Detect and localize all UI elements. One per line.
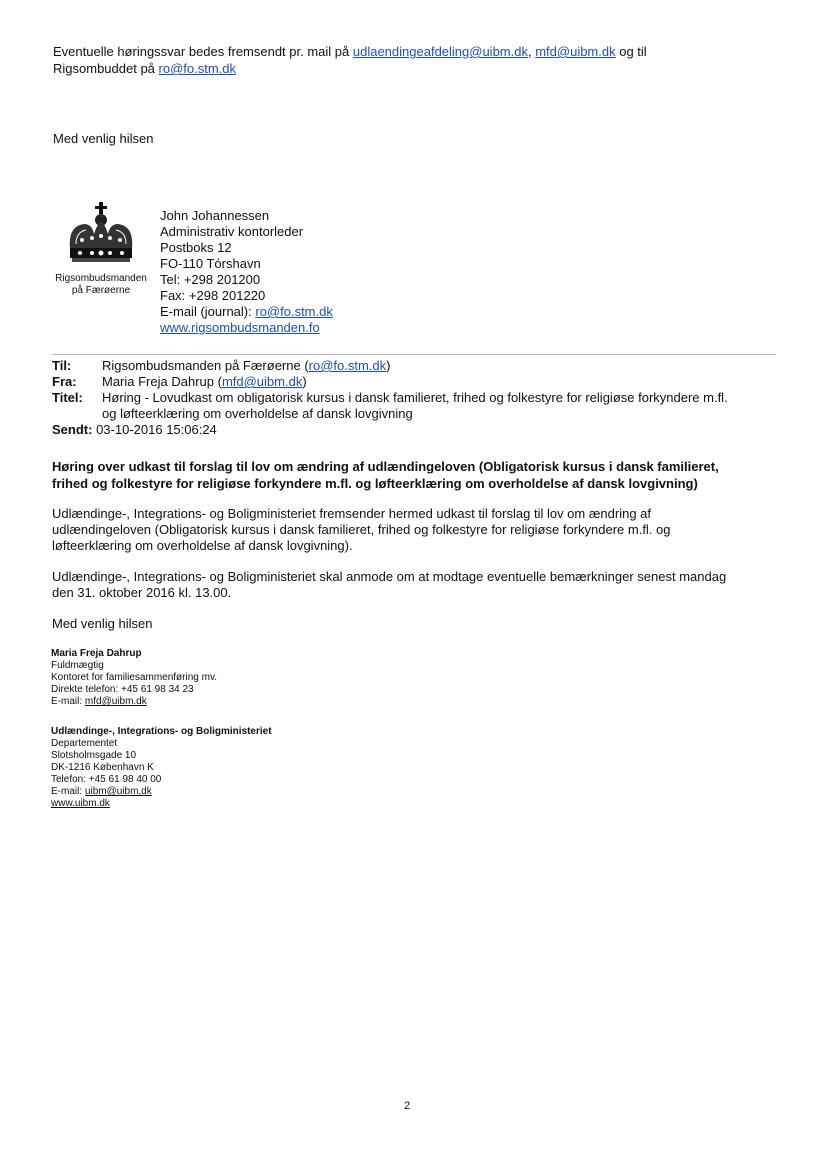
heading-line-2: frihed og folkestyre for religiøse forkyndere m.fl. og løfteerklæring om overholdelse af dansk lovgivning) — [52, 476, 698, 491]
sig2-name: Maria Freja Dahrup — [51, 648, 142, 659]
sig1-tel: Tel: +298 201200 — [160, 272, 261, 287]
ministry-email-label: E-mail: — [51, 786, 85, 797]
signature-1 — [160, 208, 333, 336]
sig1-title: Administrativ kontorleder — [160, 224, 304, 239]
ministry-phone: Telefon: +45 61 98 40 00 — [51, 774, 162, 785]
paragraph-2-line-2: den 31. oktober 2016 kl. 13.00. — [52, 585, 232, 600]
sig1-fax: Fax: +298 201220 — [160, 288, 266, 303]
ministry-name: Udlændinge-, Integrations- og Boligministeriet — [51, 726, 272, 737]
paragraph-1-line-2: udlændingeloven (Obligatorisk kursus i dansk familieret, frihed og folkestyre for religiøse forkyndere m.fl. og — [52, 522, 671, 537]
crest-line-1: Rigsombudsmanden — [55, 273, 147, 284]
separator: , — [527, 44, 536, 59]
heading-line-1: Høring over udkast til forslag til lov om ændring af udlændingeloven (Obligatorisk kursus i dansk familieret, — [52, 459, 719, 474]
sig1-email-line — [160, 304, 333, 320]
titel-value-2: og løfteerklæring om overholdelse af dansk lovgivning — [102, 406, 413, 421]
intro-text-post: og til — [615, 44, 647, 59]
ministry-dept: Departementet — [51, 738, 118, 749]
email-link-mfd[interactable]: mfd@uibm.dk — [535, 44, 616, 59]
header-til — [52, 358, 391, 374]
greeting-1: Med venlig hilsen — [53, 131, 154, 146]
sig1-name: John Johannessen — [160, 208, 270, 223]
email-link-ro[interactable]: ro@fo.stm.dk — [158, 61, 237, 76]
til-close: ) — [386, 358, 391, 373]
fra-close: ) — [302, 374, 307, 389]
paragraph-2-line-1: Udlændinge-, Integrations- og Boligministeriet skal anmode om at modtage eventuelle bemærkninger senest mandag — [52, 569, 727, 584]
crest-line-2: på Færøerne — [71, 285, 131, 296]
sig1-email-link[interactable]: ro@fo.stm.dk — [255, 304, 333, 319]
ministry-email-line — [51, 786, 272, 798]
ministry-street: Slotsholmsgade 10 — [51, 750, 137, 761]
sig2-title: Fuldmægtig — [51, 660, 104, 671]
til-value: Rigsombudsmanden på Færøerne ( — [102, 358, 309, 373]
signature-2 — [51, 648, 217, 708]
sig2-email-line — [51, 696, 217, 708]
ministry-web-link[interactable]: www.uibm.dk — [51, 798, 110, 809]
til-label: Til: — [52, 358, 72, 373]
titel-label: Titel: — [52, 390, 83, 405]
til-email-link[interactable]: ro@fo.stm.dk — [308, 358, 387, 373]
email-link-udlaendingeafdeling[interactable]: udlaendingeafdeling@uibm.dk — [352, 44, 528, 59]
sig1-web-link[interactable]: www.rigsombudsmanden.fo — [160, 320, 320, 335]
sendt-value: 03-10-2016 15:06:24 — [96, 422, 217, 437]
paragraph-1-line-1: Udlændinge-, Integrations- og Boligministeriet fremsender hermed udkast til forslag til lov om ændring af — [52, 506, 652, 521]
sig1-email-label: E-mail (journal): — [160, 304, 256, 319]
greeting-2: Med venlig hilsen — [52, 616, 153, 631]
fra-value: Maria Freja Dahrup ( — [102, 374, 222, 389]
sig2-phone: Direkte telefon: +45 61 98 34 23 — [51, 684, 194, 695]
sig2-email-label: E-mail: — [51, 696, 85, 707]
intro-line-2 — [53, 61, 236, 77]
ministry-city: DK-1216 København K — [51, 762, 154, 773]
page-number: 2 — [404, 1100, 411, 1112]
crown-icon — [62, 200, 140, 270]
header-fra — [52, 374, 307, 390]
intro-text: Eventuelle høringssvar bedes fremsendt pr. mail på — [53, 44, 353, 59]
header-titel — [52, 390, 728, 406]
fra-label: Fra: — [52, 374, 77, 389]
fra-email-link[interactable]: mfd@uibm.dk — [221, 374, 303, 389]
titel-value-1: Høring - Lovudkast om obligatorisk kursus i dansk familieret, frihed og folkestyre for religiøse forkyndere m.fl. — [102, 390, 728, 405]
sig1-address-2: FO-110 Tórshavn — [160, 256, 261, 271]
paragraph-1-line-3: løfteerklæring om overholdelse af dansk lovgivning). — [52, 538, 353, 553]
ministry-block — [51, 726, 272, 810]
divider — [52, 354, 776, 355]
intro-text-2: Rigsombuddet på — [53, 61, 159, 76]
header-sendt — [52, 422, 217, 438]
sig1-address-1: Postboks 12 — [160, 240, 232, 255]
sig2-email-link[interactable]: mfd@uibm.dk — [84, 696, 147, 707]
intro-line-1 — [53, 44, 647, 60]
sendt-label: Sendt: — [52, 422, 93, 437]
crest — [55, 200, 147, 297]
sig2-office: Kontoret for familiesammenføring mv. — [51, 672, 217, 683]
ministry-email-link[interactable]: uibm@uibm.dk — [84, 786, 152, 797]
